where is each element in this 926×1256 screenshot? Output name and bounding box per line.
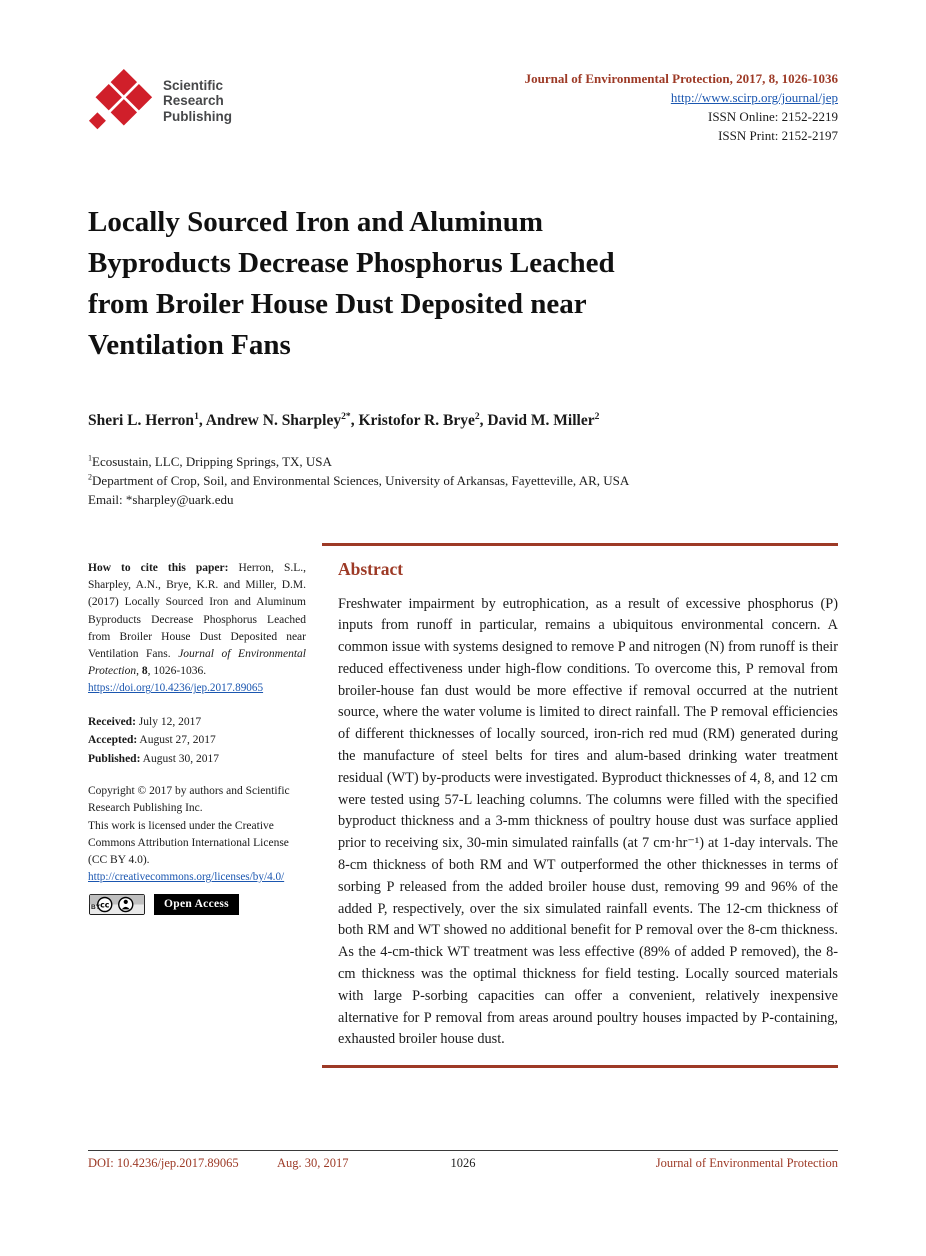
published-label: Published: bbox=[88, 752, 141, 765]
cite-volume-sep: , bbox=[136, 665, 142, 678]
scirp-logo bbox=[88, 66, 232, 136]
received-label: Received: bbox=[88, 715, 136, 728]
logo-line-3: Publishing bbox=[163, 108, 232, 124]
cite-volume: 8 bbox=[141, 665, 148, 678]
copyright-block bbox=[88, 783, 306, 915]
footer-date: Aug. 30, 2017 bbox=[277, 1156, 349, 1170]
cite-label: How to cite this paper: bbox=[88, 562, 239, 574]
cite-text: Herron, S.L., Sharpley, A.N., Brye, K.R. and Miller, D.M. (2017) Locally Sourced Iron and Aluminum Byproducts Decrease Phosphorus Leached from Broiler House Dust Deposited near Ventilation Fans. bbox=[88, 562, 306, 661]
logo-line-2: Research bbox=[163, 93, 224, 109]
article-title bbox=[88, 202, 788, 366]
scirp-logo-text bbox=[163, 78, 232, 125]
title-line-1: Locally Sourced Iron and Aluminum bbox=[88, 206, 543, 238]
how-to-cite bbox=[88, 560, 306, 680]
license-badges bbox=[88, 894, 306, 915]
cite-pages: , 1026-1036. bbox=[147, 665, 207, 678]
footer-rule bbox=[88, 1150, 838, 1151]
sidebar bbox=[88, 560, 306, 915]
affiliations: $^1$Ecosustain, LLC, Dripping Springs, TX, USA $^2$Department of Crop, Soil, and Environmental Sciences, University of Arkansas, Fayetteville, AR, USA bbox=[88, 453, 630, 488]
logo-line-1: Scientific bbox=[163, 77, 224, 93]
issn-online: ISSN Online: 2152-2219 bbox=[708, 109, 838, 124]
abstract-section bbox=[322, 543, 838, 1068]
license-line: This work is licensed under the Creative Commons Attribution International License (CC BY 4.0). bbox=[88, 819, 289, 866]
copyright-line: Copyright © 2017 by authors and Scientific Research Publishing Inc. bbox=[88, 785, 290, 815]
cc-license-link[interactable]: http://creativecommons.org/licenses/by/4.0/ bbox=[88, 871, 285, 884]
accepted-row bbox=[88, 731, 306, 750]
footer bbox=[88, 1156, 838, 1174]
footer-page-number: 1026 bbox=[450, 1156, 476, 1170]
title-line-2: Byproducts Decrease Phosphorus Leached bbox=[88, 247, 615, 279]
abstract-heading: Abstract bbox=[338, 558, 404, 579]
journal-header-block bbox=[525, 69, 838, 145]
cc-by-label: BY bbox=[91, 904, 101, 912]
published-value: August 30, 2017 bbox=[140, 752, 220, 765]
dates-block bbox=[88, 713, 306, 769]
abstract-top-rule bbox=[322, 543, 838, 546]
cc-by-badge[interactable] bbox=[88, 894, 146, 915]
journal-url-link[interactable]: http://www.scirp.org/journal/jep bbox=[670, 90, 838, 105]
received-value: July 12, 2017 bbox=[135, 715, 202, 728]
title-line-3: from Broiler House Dust Deposited near bbox=[88, 288, 587, 320]
affiliation-block bbox=[88, 452, 808, 509]
received-row bbox=[88, 713, 306, 732]
authors-line: Sheri L. Herron$^1$, Andrew N. Sharpley$^{2*}$, Kristofor R. Brye$^2$, David M. Miller$^2$ bbox=[88, 410, 600, 429]
svg-text:cc: cc bbox=[100, 900, 110, 910]
abstract-text: Freshwater impairment by eutrophication, as a result of excessive phosphorus (P) inputs from runoff in particular, remains a ubiquitous environmental concern. A common issue with systems designed to remove P and nitrogen (N) from runoff is their reduced effectiveness under high-flow conditions. To overcome this, P removal from broiler-house fan dust would be more effective if removal occurred at the nutrient source, where the water volume is limited to direct rainfall. The P removal efficiencies of different thicknesses of locally sourced, iron-rich red mud (RM) generated during the manufacture of steel belts for tires and alum-based drinking water treatment residual (WT) by-products were investigated. Byproduct thicknesses of 4, 8, and 12 cm were tested using 57-L leaching columns. The columns were filled with the specified byproduct thickness and a 3-mm thickness of poultry house dust was surface applied prior to receiving six, 30-min simulated rainfalls (at 7 cm·hr⁻¹) at 1-day intervals. The 8-cm thickness of both RM and WT outperformed the other thicknesses in terms of sorbing P released from the added broiler house dust, removing 99 and 96% of the added P, respectively, over the six simulated rainfall events. The 12-cm thickness of both RM and WT showed no additional benefit for P removal over the 8-cm thickness. As the 4-cm-thick WT treatment was less effective (89% of added P removed), the 8-cm thickness was the optimal thickness for field testing. Locally sourced materials with large P-sorbing capacities can offer a convenient, relatively inexpensive alternative for P removal from areas around poultry houses impacted by P-containing, exhausted broiler house dust. bbox=[338, 595, 838, 1048]
open-access-badge: Open Access bbox=[154, 894, 239, 915]
accepted-value: August 27, 2017 bbox=[137, 734, 216, 747]
scirp-logo-icon bbox=[88, 66, 154, 136]
accepted-label: Accepted: bbox=[88, 734, 138, 747]
journal-citation-line: Journal of Environmental Protection, 2017, 8, 1026-1036 bbox=[524, 71, 838, 86]
abstract-bottom-rule bbox=[322, 1065, 838, 1068]
issn-print: ISSN Print: 2152-2197 bbox=[718, 128, 838, 143]
email-line: Email: *sharpley@uark.edu bbox=[88, 492, 234, 507]
doi-link[interactable]: https://doi.org/10.4236/jep.2017.89065 bbox=[88, 682, 264, 695]
footer-doi: DOI: 10.4236/jep.2017.89065 bbox=[88, 1156, 239, 1170]
footer-journal-name: Journal of Environmental Protection bbox=[655, 1156, 838, 1170]
title-line-4: Ventilation Fans bbox=[88, 329, 291, 361]
published-row bbox=[88, 750, 306, 769]
cite-journal: Journal of Environmental Protection bbox=[88, 648, 306, 678]
